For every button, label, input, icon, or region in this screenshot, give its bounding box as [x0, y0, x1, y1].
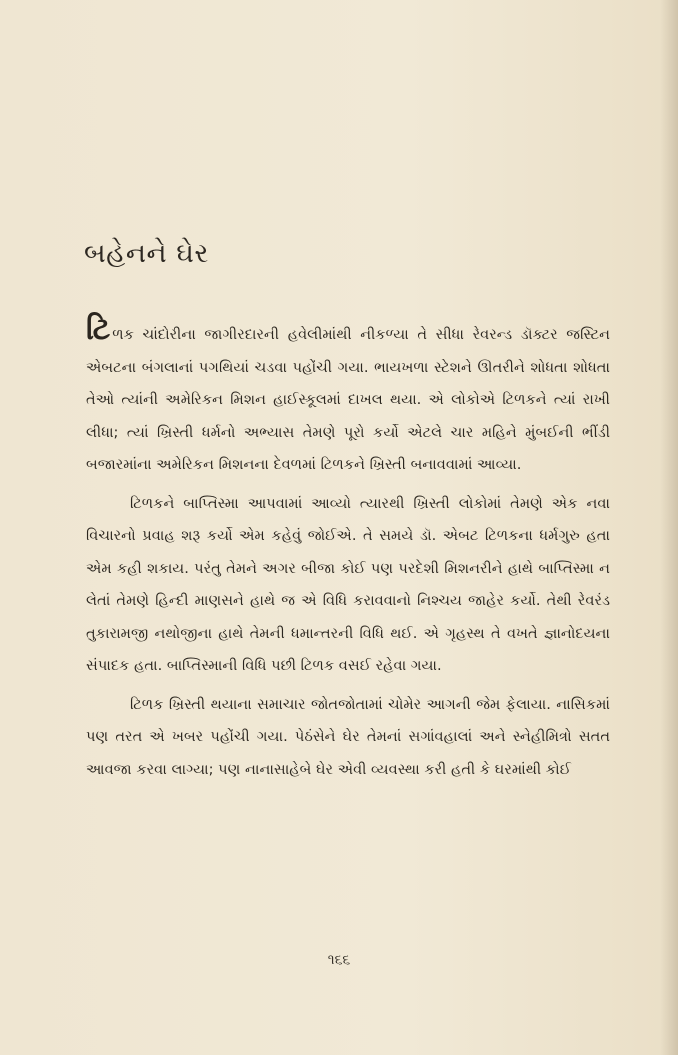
- paragraph-1-text: ળક ચાંદોરીના જાગીરદારની હવેલીમાંથી નીકળ્યા તે સીધા રેવરન્ડ ડૉક્ટર જસ્ટિન એબટના બંગલાનાં પગથિયાં ચડવા પહોંચી ગયા. ભાયખળા સ્ટેશને ઊતરીને શોધતા શોધતા તેઓ ત્યાંની અમેરિકન મિશન હાઈસ્કૂલમાં દાખલ થયા. એ લોકોએ ટિળકને ત્યાં રાખી લીધા; ત્યાં ખ્રિસ્તી ધર્મનો અભ્યાસ તેમણે પૂરો કર્યો એટલે ચાર મહિને મુંબઈની ભીંડી બજારમાંના અમેરિકન મિશનના દેવળમાં ટિળકને ખ્રિસ્તી બનાવવામાં આવ્યા.: [86, 326, 610, 473]
- paragraph-2: [86, 488, 610, 683]
- paragraph-1: [86, 312, 610, 482]
- page-gutter-shadow: [660, 0, 678, 1055]
- body-text: [86, 312, 610, 786]
- chapter-title: બહેનને ઘેર: [84, 238, 209, 269]
- paragraph-3-text: ટિળક ખ્રિસ્તી થયાના સમાચાર જોતજોતામાં ચોમેર આગની જેમ ફેલાયા. નાસિકમાં પણ તરત એ ખબર પહોંચી ગયા. પેઠંસેને ઘેર તેમનાં સગાંવહાલાં અને સ્નેહીમિત્રો સતત આવજા કરવા લાગ્યા; પણ નાનાસાહેબે ઘેર એવી વ્યવસ્થા કરી હતી કે ઘરમાંથી કોઈ: [86, 695, 610, 778]
- paragraph-2-text: ટિળકને બાપ્તિસ્મા આપવામાં આવ્યો ત્યારથી ખ્રિસ્તી લોકોમાં તેમણે એક નવા વિચારનો પ્રવાહ શરૂ કર્યો એમ કહેવું જોઈએ. તે સમયે ડૉ. એબટ ટિળકના ધર્મગુરુ હતા એમ કહી શકાય. પરંતુ તેમને અગર બીજા કોઈ પણ પરદેશી મિશનરીને હાથે બાપ્તિસ્મા ન લેતાં તેમણે હિન્દી માણસને હાથે જ એ વિધિ કરાવવાનો નિશ્ચય જાહેર કર્યો. તેથી રેવરંડ તુકારામજી નથોજીના હાથે તેમની ધમાન્તરની વિધિ થઈ. એ ગૃહસ્થ તે વખતે જ્ઞાનોદયના સંપાદક હતા. બાપ્તિસ્માની વિધિ પછી ટિળક વસઈ રહેવા ગયા.: [86, 494, 610, 674]
- paragraph-3: [86, 689, 610, 787]
- drop-cap: ટિ: [86, 312, 111, 347]
- page-number: ૧૬૬: [327, 952, 351, 968]
